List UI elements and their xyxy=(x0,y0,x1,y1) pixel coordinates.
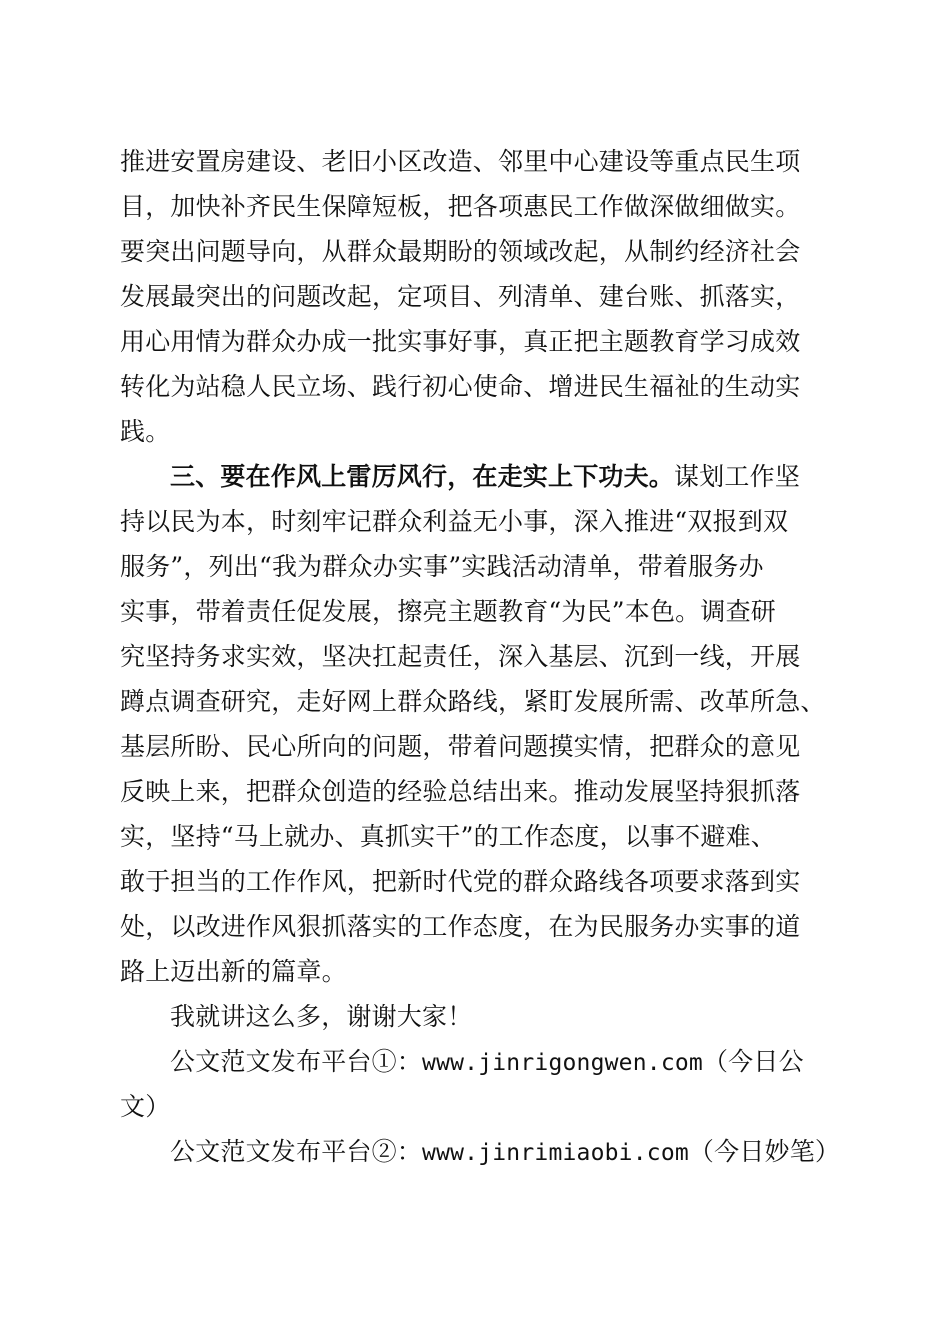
paragraph-line: 实事，带着责任促发展，擦亮主题教育“为民”本色。调查研 xyxy=(120,597,776,626)
paragraph-line: 处，以改进作风狠抓落实的工作态度，在为民服务办实事的道 xyxy=(120,912,801,941)
section-3-first-line xyxy=(170,462,800,492)
paragraph-line: 用心用情为群众办成一批实事好事，真正把主题教育学习成效 xyxy=(120,327,801,356)
paragraph-line: 转化为站稳人民立场、践行初心使命、增进民生福祉的生动实 xyxy=(120,372,801,401)
paragraph-line: 推进安置房建设、老旧小区改造、邻里中心建设等重点民生项 xyxy=(120,147,801,176)
platform-2-label: 公文范文发布平台②： xyxy=(170,1137,423,1166)
platform-1-suffix: （今日公 xyxy=(702,1047,804,1076)
platform-1-url[interactable]: www.jinrigongwen.com xyxy=(422,1050,703,1076)
paragraph-line: 基层所盼、民心所向的问题，带着问题摸实情，把群众的意见 xyxy=(120,732,801,761)
platform-2-suffix: （今日妙笔） xyxy=(688,1137,841,1166)
paragraph-line: 目，加快补齐民生保障短板，把各项惠民工作做深做细做实。 xyxy=(120,192,801,221)
paragraph-line: 持以民为本，时刻牢记群众利益无小事，深入推进“双报到双 xyxy=(120,507,789,536)
closing-line: 我就讲这么多，谢谢大家！ xyxy=(170,1002,473,1031)
platform-2-url[interactable]: www.jinrimiaobi.com xyxy=(422,1140,689,1166)
paragraph-line: 践。 xyxy=(120,417,171,446)
platform-2-line xyxy=(170,1137,840,1168)
paragraph-line: 蹲点调查研究，走好网上群众路线，紧盯发展所需、改革所急、 xyxy=(120,687,826,716)
platform-1-line xyxy=(170,1047,804,1078)
paragraph-line: 敢于担当的工作作风，把新时代党的群众路线各项要求落到实 xyxy=(120,867,801,896)
platform-1-wrap: 文） xyxy=(120,1092,171,1121)
paragraph-line: 服务”，列出“我为群众办实事”实践活动清单，带着服务办 xyxy=(120,552,764,581)
paragraph-line: 实，坚持“马上就办、真抓实干”的工作态度，以事不避难、 xyxy=(120,822,776,851)
paragraph-line: 发展最突出的问题改起，定项目、列清单、建台账、抓落实， xyxy=(120,282,801,311)
paragraph-line: 要突出问题导向，从群众最期盼的领域改起，从制约经济社会 xyxy=(120,237,801,266)
paragraph-line: 反映上来，把群众创造的经验总结出来。推动发展坚持狠抓落 xyxy=(120,777,801,806)
section-heading: 三、要在作风上雷厉风行，在走实上下功夫。 xyxy=(170,462,675,491)
section-text: 谋划工作坚 xyxy=(674,462,801,491)
paragraph-line: 究坚持务求实效，坚决扛起责任，深入基层、沉到一线，开展 xyxy=(120,642,801,671)
paragraph-line: 路上迈出新的篇章。 xyxy=(120,957,347,986)
platform-1-label: 公文范文发布平台①： xyxy=(170,1047,423,1076)
